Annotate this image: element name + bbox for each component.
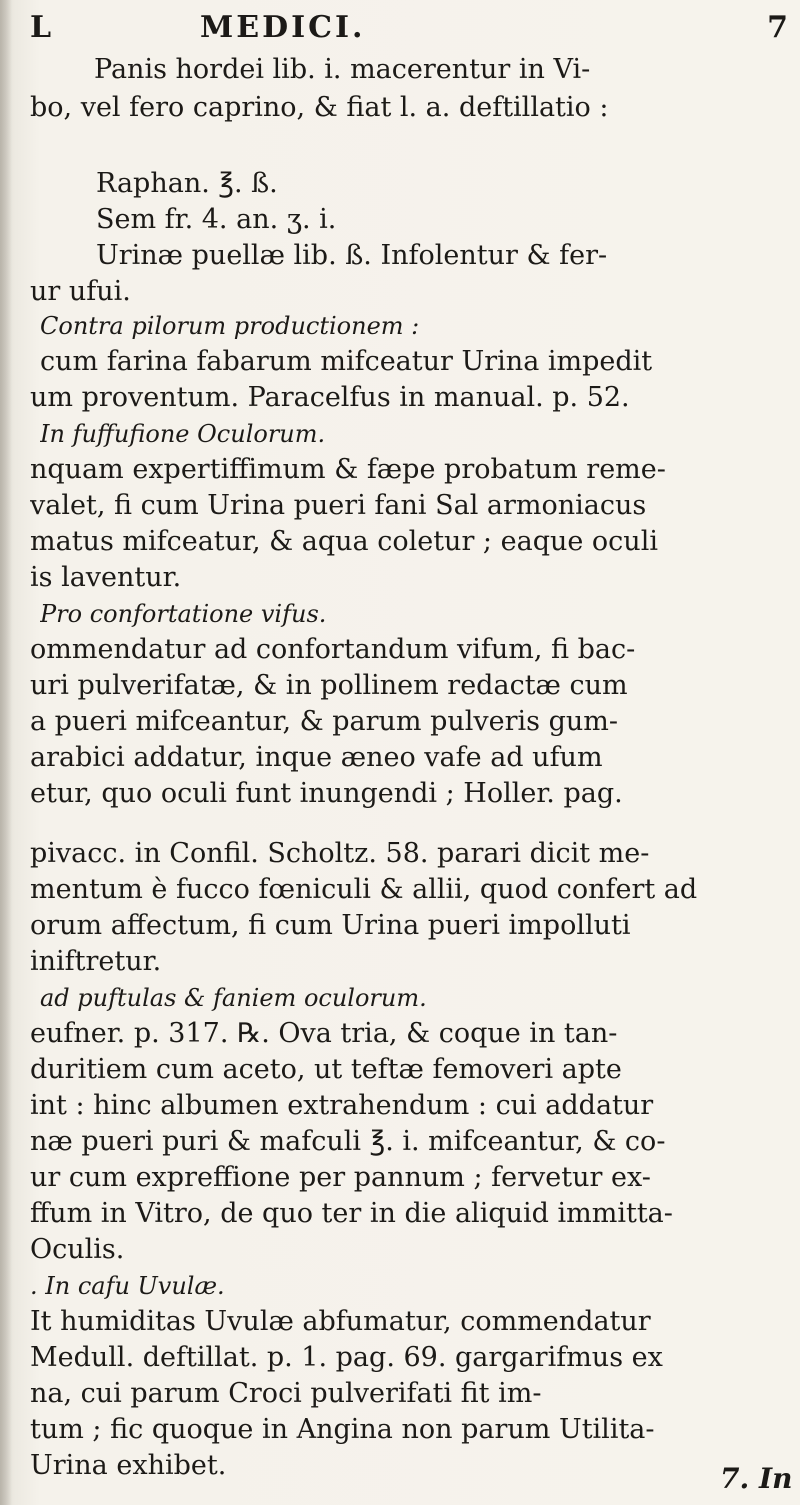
text-line: ommendatur ad confortandum vifum, fi bac- [30, 634, 636, 665]
text-line: matus mifceatur, & aqua coletur ; eaque oculi [30, 526, 658, 557]
text-line: is laventur. [30, 562, 182, 593]
text-line: tum ; fic quoque in Angina non parum Utilita- [30, 1414, 655, 1445]
page-number: 7 [767, 10, 790, 45]
text-line: cum farina fabarum mifceatur Urina impedit [40, 346, 653, 377]
text-line: orum affectum, fi cum Urina pueri impolluti [30, 910, 631, 941]
gutter-shadow [0, 0, 12, 1505]
text-line: mentum è fucco fœniculi & allii, quod confert ad [30, 874, 698, 905]
text-line: Urinæ puellæ lib. ß. Infolentur & fer- [96, 240, 608, 271]
section-heading: ad puftulas & faniem oculorum. [40, 984, 427, 1012]
text-line: arabici addatur, inque æneo vafe ad ufum [30, 742, 603, 773]
text-line: Sem fr. 4. an. ʒ. i. [96, 204, 337, 235]
section-heading: . In cafu Uvulæ. [30, 1272, 225, 1300]
text-line: ur ufui. [30, 276, 131, 307]
text-line: eufner. p. 317. ℞. Ova tria, & coque in tan- [30, 1018, 618, 1049]
section-heading: Contra pilorum productionem : [40, 312, 420, 340]
text-line: pivacc. in Confil. Scholtz. 58. parari dicit me- [30, 838, 650, 869]
text-line: Medull. deftillat. p. 1. pag. 69. gargarifmus ex [30, 1342, 663, 1373]
text-line: Panis hordei lib. i. macerentur in Vi- [94, 54, 591, 85]
text-line: ur cum expreffione per pannum ; fervetur ex- [30, 1162, 651, 1193]
section-heading: Pro confortatione vifus. [40, 600, 327, 628]
text-line: iniftretur. [30, 946, 162, 977]
text-line: næ pueri puri & mafculi ℥. i. mifceantur, & co- [30, 1126, 666, 1157]
text-line: Urina exhibet. [30, 1450, 227, 1481]
header-left-letter: L [30, 10, 54, 45]
text-line: ffum in Vitro, de quo ter in die aliquid immitta- [30, 1198, 673, 1229]
text-line: It humiditas Uvulæ abfumatur, commendatur [30, 1306, 651, 1337]
catchword: 7. In [720, 1462, 793, 1495]
running-header [30, 10, 790, 46]
text-line: um proventum. Paracelfus in manual. p. 52. [30, 382, 630, 413]
text-line: int : hinc albumen extrahendum : cui addatur [30, 1090, 654, 1121]
text-line: Oculis. [30, 1234, 125, 1265]
text-line: etur, quo oculi funt inungendi ; Holler. pag. [30, 778, 623, 809]
header-title: MEDICI. [200, 10, 366, 45]
text-line: nquam expertiffimum & fæpe probatum reme- [30, 454, 666, 485]
text-line: na, cui parum Croci pulverifati fit im- [30, 1378, 542, 1409]
section-heading: In fuffufione Oculorum. [40, 420, 326, 448]
text-line: uri pulverifatæ, & in pollinem redactæ cum [30, 670, 628, 701]
text-line: valet, fi cum Urina pueri fani Sal armoniacus [30, 490, 647, 521]
text-line: Raphan. ℥. ß. [96, 168, 278, 199]
text-line: duritiem cum aceto, ut teftæ femoveri apte [30, 1054, 622, 1085]
text-line: bo, vel fero caprino, & fiat l. a. deftillatio : [30, 92, 609, 123]
text-line: a pueri mifceantur, & parum pulveris gum- [30, 706, 619, 737]
